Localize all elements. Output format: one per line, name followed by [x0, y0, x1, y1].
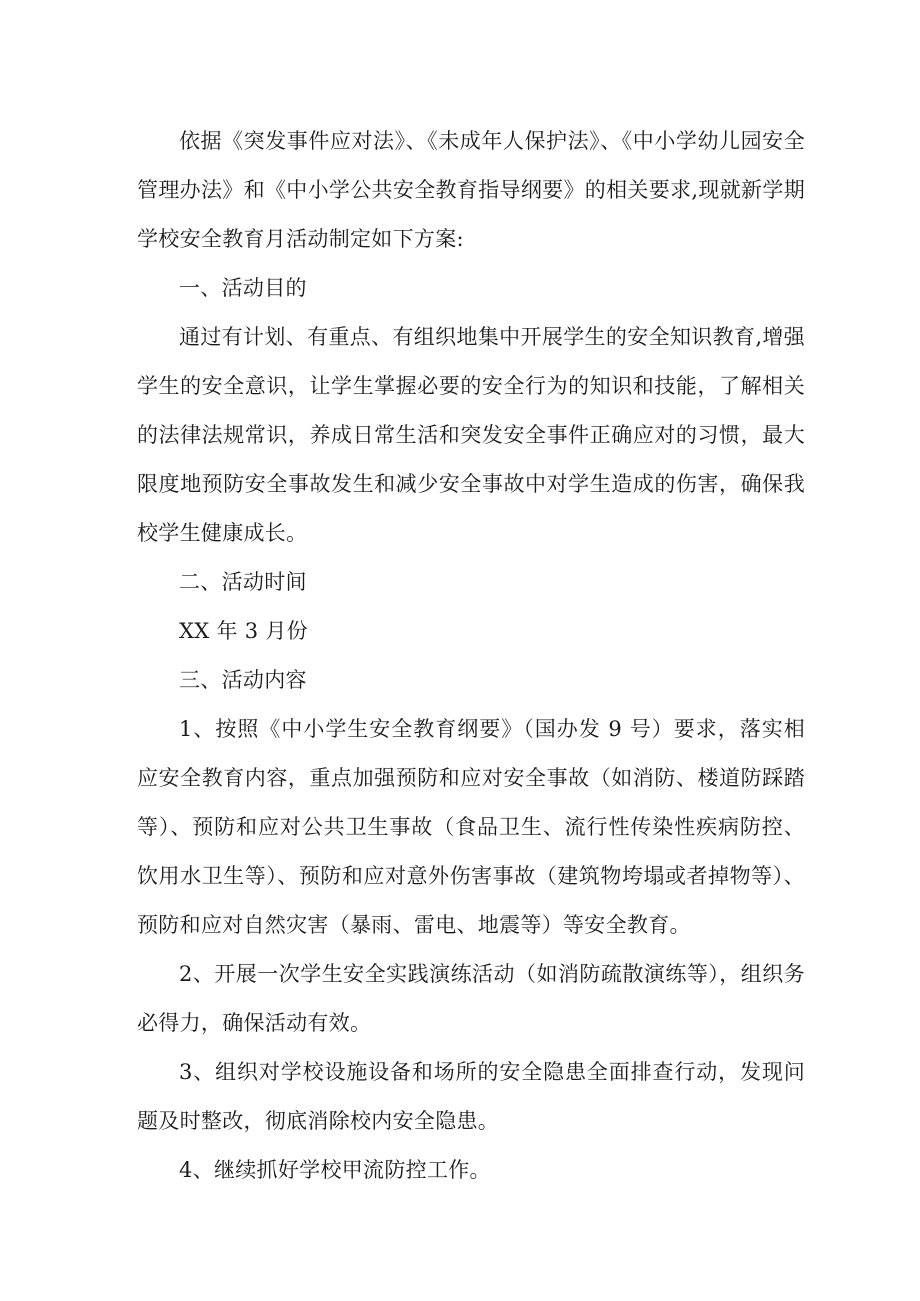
section-heading-time: 二、活动时间 — [179, 570, 307, 594]
intro-paragraph: 依据《突发事件应对法》、《未成年人保护法》、《中小学幼儿园安全管理办法》和《中小学公共安全教育指导纲要》的相关要求,现就新学期学校安全教育月活动制定如下方案: — [137, 129, 805, 251]
section-heading-purpose: 一、活动目的 — [179, 276, 307, 300]
time-paragraph: XX 年 3 月份 — [179, 619, 308, 643]
content-item-3: 3、组织对学校设施设备和场所的安全隐患全面排查行动，发现问题及时整改，彻底消除校内安全隐患。 — [137, 1060, 805, 1133]
content-item-4: 4、继续抓好学校甲流防控工作。 — [179, 1158, 491, 1182]
content-item-2: 2、开展一次学生安全实践演练活动（如消防疏散演练等），组织务必得力，确保活动有效。 — [137, 962, 805, 1035]
purpose-paragraph: 通过有计划、有重点、有组织地集中开展学生的安全知识教育,增强学生的安全意识，让学生掌握必要的安全行为的知识和技能，了解相关的法律法规常识，养成日常生活和突发安全事件正确应对的习惯，最大限度地预防安全事故发生和减少安全事故中对学生造成的伤害，确保我校学生健康成长。 — [137, 325, 805, 545]
section-heading-content: 三、活动内容 — [179, 668, 307, 692]
document-body — [137, 117, 805, 1195]
content-item-1: 1、按照《中小学生安全教育纲要》（国办发 9 号）要求，落实相应安全教育内容，重点加强预防和应对安全事故（如消防、楼道防踩踏等）、预防和应对公共卫生事故（食品卫生、流行性传染性疾病防控、饮用水卫生等）、预防和应对意外伤害事故（建筑物垮塌或者掉物等）、预防和应对自然灾害（暴雨、雷电、地震等）等安全教育。 — [137, 717, 805, 937]
